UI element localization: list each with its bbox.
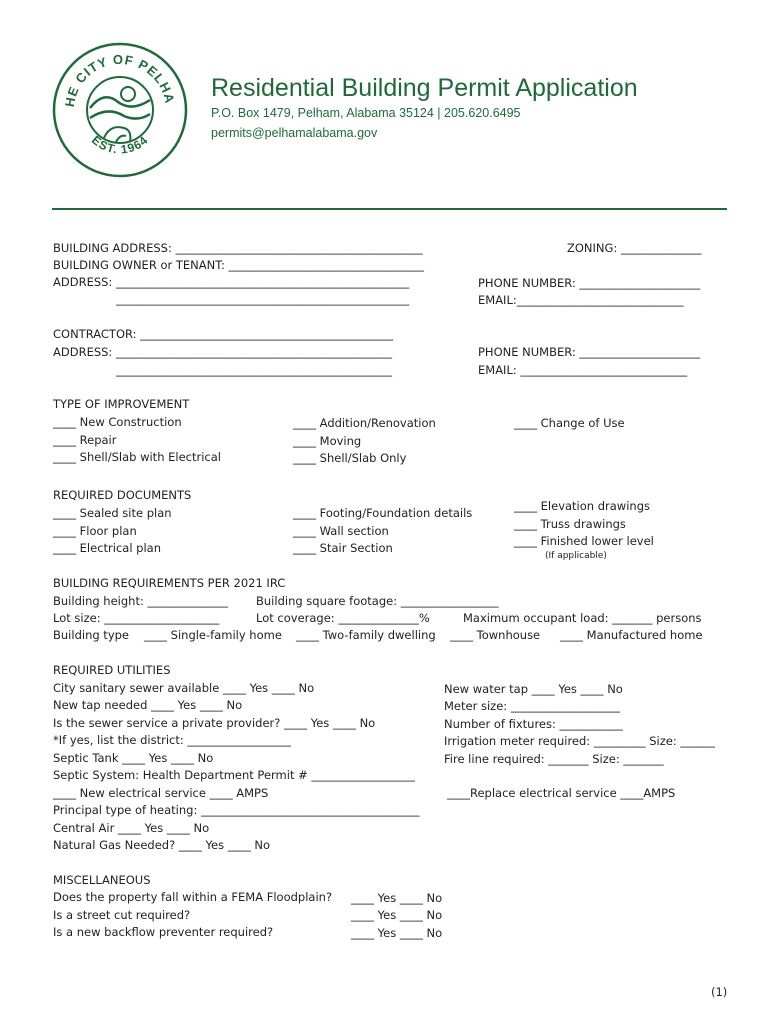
owner-phone-field[interactable]: PHONE NUMBER: _____________________ xyxy=(478,276,701,290)
doc-finished-lower-level[interactable]: ____ Finished lower level xyxy=(514,534,654,548)
requirements-heading: BUILDING REQUIREMENTS PER 2021 IRC xyxy=(53,576,286,590)
doc-floor-plan[interactable]: ____ Floor plan xyxy=(53,524,137,538)
district-field[interactable]: *If yes, list the district: __________________ xyxy=(53,733,291,747)
new-electrical-field[interactable]: ____ New electrical service ____ AMPS xyxy=(53,786,269,800)
heating-type-field[interactable]: Principal type of heating: ______________________________________ xyxy=(53,803,420,817)
doc-stair-section[interactable]: ____ Stair Section xyxy=(293,541,393,555)
central-air-field[interactable]: Central Air ____ Yes ____ No xyxy=(53,821,210,835)
doc-elevation-drawings[interactable]: ____ Elevation drawings xyxy=(514,499,650,513)
documents-heading: REQUIRED DOCUMENTS xyxy=(53,488,192,502)
svg-text:EST. 1964: EST. 1964 xyxy=(88,132,152,157)
documents-note: (If applicable) xyxy=(545,551,607,561)
option-shell-slab-only[interactable]: ____ Shell/Slab Only xyxy=(293,451,407,465)
doc-truss-drawings[interactable]: ____ Truss drawings xyxy=(514,517,626,531)
type-manufactured[interactable]: ____ Manufactured home xyxy=(560,628,703,642)
sewer-available-field[interactable]: City sanitary sewer available ____ Yes ____ No xyxy=(53,681,315,695)
option-change-of-use[interactable]: ____ Change of Use xyxy=(514,416,625,430)
header-email: permits@pelhamalabama.gov xyxy=(211,126,378,140)
doc-footing-foundation[interactable]: ____ Footing/Foundation details xyxy=(293,506,473,520)
new-tap-field[interactable]: New tap needed ____ Yes ____ No xyxy=(53,698,243,712)
building-height-field[interactable]: Building height: ______________ xyxy=(53,594,228,608)
septic-permit-field[interactable]: Septic System: Health Department Permit # __________________ xyxy=(53,768,415,782)
building-address-field[interactable]: BUILDING ADDRESS: ___________________________________________ xyxy=(53,241,423,255)
street-cut-question: Is a street cut required? xyxy=(53,908,191,922)
lot-coverage-field[interactable]: Lot coverage: ______________% xyxy=(256,611,430,625)
lot-size-field[interactable]: Lot size: ____________________ xyxy=(53,611,220,625)
contractor-field[interactable]: CONTRACTOR: ____________________________________________ xyxy=(53,327,394,341)
zoning-field[interactable]: ZONING: ______________ xyxy=(567,241,702,255)
option-repair[interactable]: ____ Repair xyxy=(53,433,117,447)
owner-tenant-field[interactable]: BUILDING OWNER or TENANT: __________________________________ xyxy=(53,258,425,272)
floodplain-question: Does the property fall within a FEMA Floodplain? xyxy=(53,890,333,904)
doc-wall-section[interactable]: ____ Wall section xyxy=(293,524,389,538)
replace-electrical-field[interactable]: ____Replace electrical service ____AMPS xyxy=(447,786,676,800)
header-address: P.O. Box 1479, Pelham, Alabama 35124 | 205.620.6495 xyxy=(211,106,521,120)
option-moving[interactable]: ____ Moving xyxy=(293,434,362,448)
option-addition-renovation[interactable]: ____ Addition/Renovation xyxy=(293,416,436,430)
city-seal-icon xyxy=(52,42,188,178)
street-cut-answer[interactable]: ____ Yes ____ No xyxy=(351,908,443,922)
owner-address-cont-field[interactable]: ___________________________________________________ xyxy=(116,292,410,306)
improvement-heading: TYPE OF IMPROVEMENT xyxy=(53,397,190,411)
type-townhouse[interactable]: ____ Townhouse xyxy=(450,628,541,642)
fixtures-field[interactable]: Number of fixtures: ___________ xyxy=(444,717,623,731)
owner-address-field[interactable]: ADDRESS: ___________________________________________________ xyxy=(53,275,410,289)
svg-text:THE CITY OF PELHAM: HE CITY OF PELHA xyxy=(61,51,178,109)
water-tap-field[interactable]: New water tap ____ Yes ____ No xyxy=(444,682,623,696)
contractor-address-field[interactable]: ADDRESS: ________________________________________________ xyxy=(53,345,392,359)
owner-email-field[interactable]: EMAIL:_____________________________ xyxy=(478,293,684,307)
backflow-answer[interactable]: ____ Yes ____ No xyxy=(351,926,443,940)
type-two-family[interactable]: ____ Two-family dwelling xyxy=(296,628,436,642)
contractor-address-cont-field[interactable]: ________________________________________________ xyxy=(116,363,392,377)
contractor-phone-field[interactable]: PHONE NUMBER: _____________________ xyxy=(478,345,701,359)
occupant-load-field[interactable]: Maximum occupant load: _______ persons xyxy=(463,611,702,625)
utilities-heading: REQUIRED UTILITIES xyxy=(53,663,171,677)
building-sqft-field[interactable]: Building square footage: _________________ xyxy=(256,594,499,608)
option-new-construction[interactable]: ____ New Construction xyxy=(53,415,182,429)
private-provider-field[interactable]: Is the sewer service a private provider? ____ Yes ____ No xyxy=(53,716,376,730)
doc-electrical-plan[interactable]: ____ Electrical plan xyxy=(53,541,161,555)
backflow-question: Is a new backflow preventer required? xyxy=(53,925,274,939)
building-type-label: Building type xyxy=(53,628,129,642)
page-number: (1) xyxy=(711,985,728,999)
page-title: Residential Building Permit Application xyxy=(211,74,638,102)
misc-heading: MISCELLANEOUS xyxy=(53,873,151,887)
option-shell-slab-electrical[interactable]: ____ Shell/Slab with Electrical xyxy=(53,450,221,464)
meter-size-field[interactable]: Meter size: ___________________ xyxy=(444,699,621,713)
doc-sealed-site-plan[interactable]: ____ Sealed site plan xyxy=(53,506,172,520)
natural-gas-field[interactable]: Natural Gas Needed? ____ Yes ____ No xyxy=(53,838,271,852)
septic-tank-field[interactable]: Septic Tank ____ Yes ____ No xyxy=(53,751,214,765)
header-divider xyxy=(52,208,727,210)
irrigation-meter-field[interactable]: Irrigation meter required: _________ Size: ______ xyxy=(444,734,715,748)
fire-line-field[interactable]: Fire line required: _______ Size: _______ xyxy=(444,752,664,766)
city-seal-logo xyxy=(52,42,188,178)
contractor-email-field[interactable]: EMAIL: _____________________________ xyxy=(478,363,688,377)
type-single-family[interactable]: ____ Single-family home xyxy=(144,628,282,642)
floodplain-answer[interactable]: ____ Yes ____ No xyxy=(351,891,443,905)
